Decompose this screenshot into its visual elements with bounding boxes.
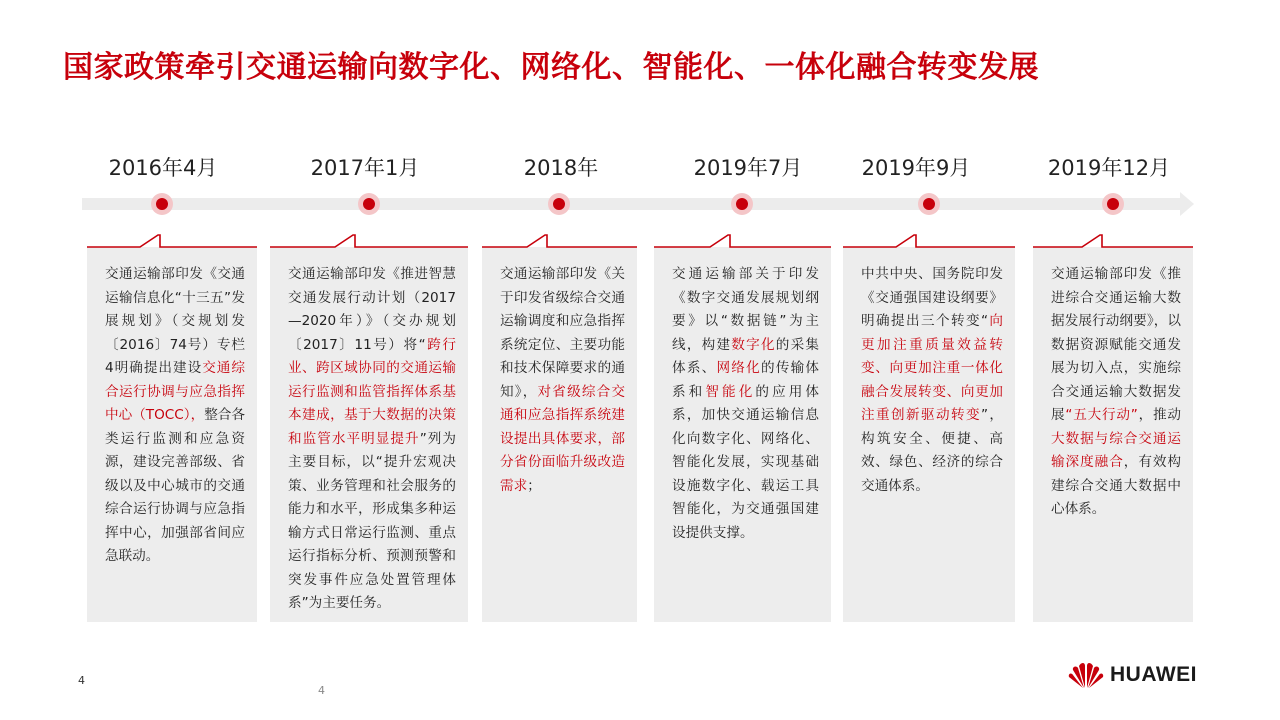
body-text: ；	[527, 477, 541, 494]
card-text	[672, 263, 819, 545]
huawei-logo	[1068, 660, 1197, 690]
timeline-date: 2019年9月	[861, 156, 971, 180]
timeline-card	[1033, 233, 1193, 622]
timeline-bar	[82, 198, 1180, 210]
highlight-text: 跨行业、跨区域协同的交通运输运行监测和监管指挥体系基本建成，基于大数据的决策和监管水平明显提升	[288, 336, 457, 447]
card-text	[105, 263, 245, 569]
highlight-text: 对省级综合交通和应急指挥系统建设提出具体要求，部分省份面临升级改造需求	[500, 383, 626, 494]
timeline-dot	[548, 193, 570, 215]
timeline-card	[87, 233, 257, 622]
highlight-text: 智能化	[705, 383, 756, 400]
logo-text: HUAWEI	[1110, 663, 1197, 686]
body-text: ”列为主要目标，以“提升宏观决策、业务管理和社会服务的能力和水平，形成集多种运输方式日常运行监测、重点运行指标分析、预测预警和突发事件应急处置管理体系”为主要任务。	[288, 430, 457, 611]
timeline-card	[843, 233, 1015, 622]
timeline-arrow-icon	[1180, 192, 1194, 216]
body-text: 交通运输部印发《推进智慧交通发展行动计划（2017—2020年）》（交办规划〔2017〕11号）将“	[288, 266, 456, 353]
highlight-text: 交通综合运行协调与应急指挥中心（TOCC），	[105, 360, 245, 423]
body-text: 交通运输部关于印发《数字交通发展规划纲要》以“数据链”为主线，构建	[672, 266, 819, 353]
page-number-center: 4	[318, 684, 325, 697]
body-text: 中共中央、国务院印发《交通强国建设纲要》明确提出三个转变“	[861, 266, 1003, 329]
page-number: 4	[78, 674, 85, 687]
highlight-text: 大数据与综合交通运输深度融合	[1051, 430, 1181, 470]
body-text: 交通运输部印发《推进综合交通运输大数据发展行动纲要》，以数据资源赋能交通发展为切入点，实施综合交通运输大数据发展	[1051, 266, 1181, 423]
body-text: 的应用体系，加快交通运输信息化向数字化、网络化、智能化发展，实现基础设施数字化、载运工具智能化，为交通强国建设提供支撑。	[672, 383, 820, 541]
timeline-date: 2017年1月	[310, 156, 420, 180]
card-text	[1051, 263, 1181, 522]
timeline-dot	[358, 193, 380, 215]
highlight-text: 数字化	[731, 336, 776, 353]
timeline-dot	[151, 193, 173, 215]
body-text: ，有效构建综合交通大数据中心体系。	[1051, 454, 1182, 517]
timeline-dot	[731, 193, 753, 215]
timeline-date: 2019年7月	[693, 156, 803, 180]
timeline-date: 2016年4月	[108, 156, 218, 180]
timeline-card	[482, 233, 637, 622]
timeline-dot	[1102, 193, 1124, 215]
timeline-card	[654, 233, 831, 622]
timeline-date: 2018年	[523, 156, 599, 180]
card-callout-line	[1033, 233, 1193, 253]
card-text	[500, 263, 625, 498]
highlight-text: “五大行动”	[1065, 407, 1138, 423]
card-callout-line	[654, 233, 831, 253]
timeline-date: 2019年12月	[1047, 156, 1171, 180]
card-callout-line	[843, 233, 1015, 253]
card-callout-line	[270, 233, 468, 253]
body-text: 交通运输部印发《关于印发省级综合交通运输调度和应急指挥系统定位、主要功能和技术保障要求的通知》，	[500, 266, 625, 400]
body-text: 的传输体系和	[672, 360, 819, 400]
card-callout-line	[482, 233, 637, 253]
body-text: 交通运输部印发《交通运输信息化“十三五”发展规划》（交规划发〔2016〕74号）专栏4明确提出建设	[105, 266, 245, 376]
highlight-text: 向更加注重质量效益转变、向更加注重一体化融合发展转变、向更加注重创新驱动转变	[861, 313, 1004, 423]
page-title: 国家政策牵引交通运输向数字化、网络化、智能化、一体化融合转变发展	[63, 50, 1039, 85]
body-text: 整合各类运行监测和应急资源，建设完善部级、省级以及中心城市的交通综合运行协调与应急指挥中心，加强部省间应急联动。	[105, 407, 245, 564]
card-text	[861, 263, 1003, 498]
card-text	[288, 263, 456, 616]
highlight-text: 网络化	[716, 360, 761, 376]
body-text: ，推动	[1137, 407, 1181, 423]
timeline-card	[270, 233, 468, 622]
timeline-dot	[918, 193, 940, 215]
huawei-flower-icon	[1068, 660, 1104, 690]
body-text: ”，构筑安全、便捷、高效、绿色、经济的综合交通体系。	[861, 407, 1004, 494]
body-text: 的采集体系、	[672, 336, 820, 376]
card-callout-line	[87, 233, 257, 253]
